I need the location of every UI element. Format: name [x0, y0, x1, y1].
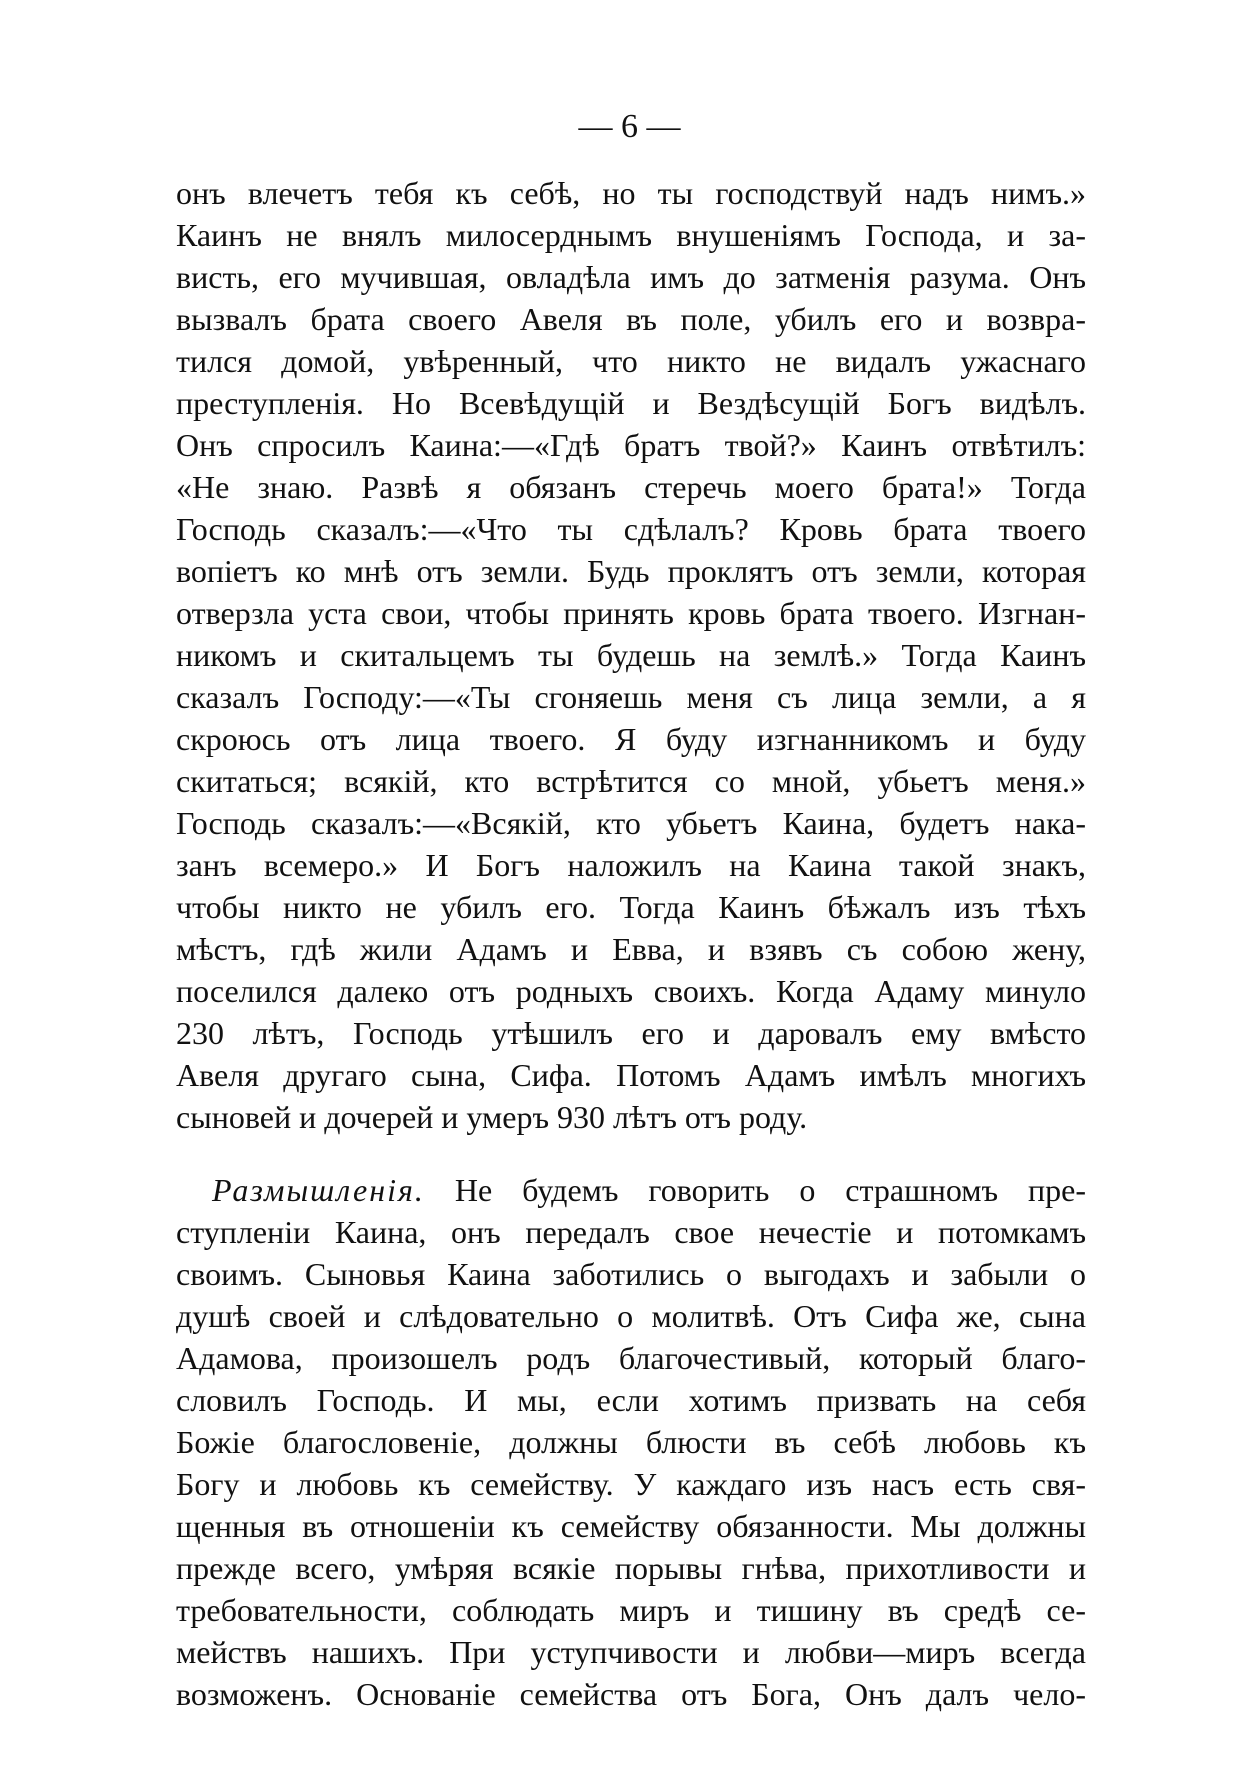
paragraph-1-line-8: «Не знаю. Развѣ я обязанъ стеречь моего брата!» Тогда	[176, 469, 1086, 505]
paragraph-1-line-19: мѣстъ, гдѣ жили Адамъ и Евва, и взявъ съ собою жену,	[176, 931, 1086, 967]
paragraph-2-line-9: щенныя въ отношеніи къ семейству обязанности. Мы должны	[176, 1508, 1086, 1544]
paragraph-1-line-14: скроюсь отъ лица твоего. Я буду изгнанникомъ и буду	[176, 721, 1086, 757]
paragraph-2-line-4: душѣ своей и слѣдовательно о молитвѣ. Отъ Сифа же, сына	[176, 1298, 1086, 1334]
paragraph-1	[176, 172, 1086, 1138]
paragraph-1-line-3: висть, его мучившая, овладѣла имъ до затменія разума. Онъ	[176, 259, 1086, 295]
paragraph-1-line-1: онъ влечетъ тебя къ себѣ, но ты господствуй надъ нимъ.»	[176, 175, 1086, 211]
paragraph-1-line-16: Господь сказалъ:—«Всякій, кто убьетъ Каина, будетъ нака-	[176, 805, 1086, 841]
paragraph-1-line-12: никомъ и скитальцемъ ты будешь на землѣ.» Тогда Каинъ	[176, 637, 1086, 673]
paragraph-1-line-22: Авеля другаго сына, Сифа. Потомъ Адамъ имѣлъ многихъ	[176, 1057, 1086, 1093]
paragraph-1-line-13: сказалъ Господу:—«Ты сгоняешь меня съ лица земли, а я	[176, 679, 1086, 715]
paragraph-1-line-17: занъ всемеро.» И Богъ наложилъ на Каина такой знакъ,	[176, 847, 1086, 883]
paragraph-1-line-10: вопіетъ ко мнѣ отъ земли. Будь проклятъ отъ земли, которая	[176, 553, 1086, 589]
paragraph-2-line-1-text: Не будемъ говорить о страшномъ пре-	[424, 1172, 1086, 1208]
paragraph-2-line-5: Адамова, произошелъ родъ благочестивый, который благо-	[176, 1340, 1086, 1376]
paragraph-2-line-11: требовательности, соблюдать миръ и тишину въ средѣ се-	[176, 1592, 1086, 1628]
page-number: — 6 —	[578, 108, 681, 145]
paragraph-2-line-10: прежде всего, умѣряя всякіе порывы гнѣва, прихотливости и	[176, 1550, 1086, 1586]
paragraph-2-line-3: своимъ. Сыновья Каина заботились о выгодахъ и забыли о	[176, 1256, 1086, 1292]
section-heading-reflections: Размышленія.	[212, 1172, 425, 1208]
paragraph-1-line-18: чтобы никто не убилъ его. Тогда Каинъ бѣжалъ изъ тѣхъ	[176, 889, 1086, 925]
paragraph-2-line-1	[176, 1169, 1086, 1211]
paragraph-2-line-8: Богу и любовь къ семейству. У каждаго изъ насъ есть свя-	[176, 1466, 1086, 1502]
paragraph-1-line-7: Онъ спросилъ Каина:—«Гдѣ братъ твой?» Каинъ отвѣтилъ:	[176, 427, 1086, 463]
paragraph-1-line-20: поселился далеко отъ родныхъ своихъ. Когда Адаму минуло	[176, 973, 1086, 1009]
paragraph-1-line-4: вызвалъ брата своего Авеля въ поле, убилъ его и возвра-	[176, 301, 1086, 337]
paragraph-2-line-13: возможенъ. Основаніе семейства отъ Бога, Онъ далъ чело-	[176, 1676, 1086, 1712]
paragraph-2-line-7: Божіе благословеніе, должны блюсти въ себѣ любовь къ	[176, 1424, 1086, 1460]
paragraph-2-line-12: мействъ нашихъ. При уступчивости и любви—миръ всегда	[176, 1634, 1086, 1670]
paragraph-1-line-9: Господь сказалъ:—«Что ты сдѣлалъ? Кровь брата твоего	[176, 511, 1086, 547]
paragraph-1-line-21: 230 лѣтъ, Господь утѣшилъ его и даровалъ ему вмѣсто	[176, 1015, 1086, 1051]
paragraph-1-line-5: тился домой, увѣренный, что никто не видалъ ужаснаго	[176, 343, 1086, 379]
paragraph-1-line-23: сыновей и дочерей и умеръ 930 лѣтъ отъ роду.	[176, 1099, 808, 1135]
paragraph-2-line-2: ступленіи Каина, онъ передалъ свое нечестіе и потомкамъ	[176, 1214, 1086, 1250]
paragraph-1-line-15: скитаться; всякій, кто встрѣтится со мной, убьетъ меня.»	[176, 763, 1086, 799]
paragraph-2-line-6: словилъ Господь. И мы, если хотимъ призвать на себя	[176, 1382, 1086, 1418]
paragraph-2	[176, 1169, 1086, 1715]
paragraph-1-line-6: преступленія. Но Всевѣдущій и Вездѣсущій Богъ видѣлъ.	[176, 385, 1086, 421]
paragraph-1-line-11: отверзла уста свои, чтобы принять кровь брата твоего. Изгнан-	[176, 595, 1086, 631]
paragraph-1-line-2: Каинъ не внялъ милосерднымъ внушеніямъ Господа, и за-	[176, 217, 1086, 253]
